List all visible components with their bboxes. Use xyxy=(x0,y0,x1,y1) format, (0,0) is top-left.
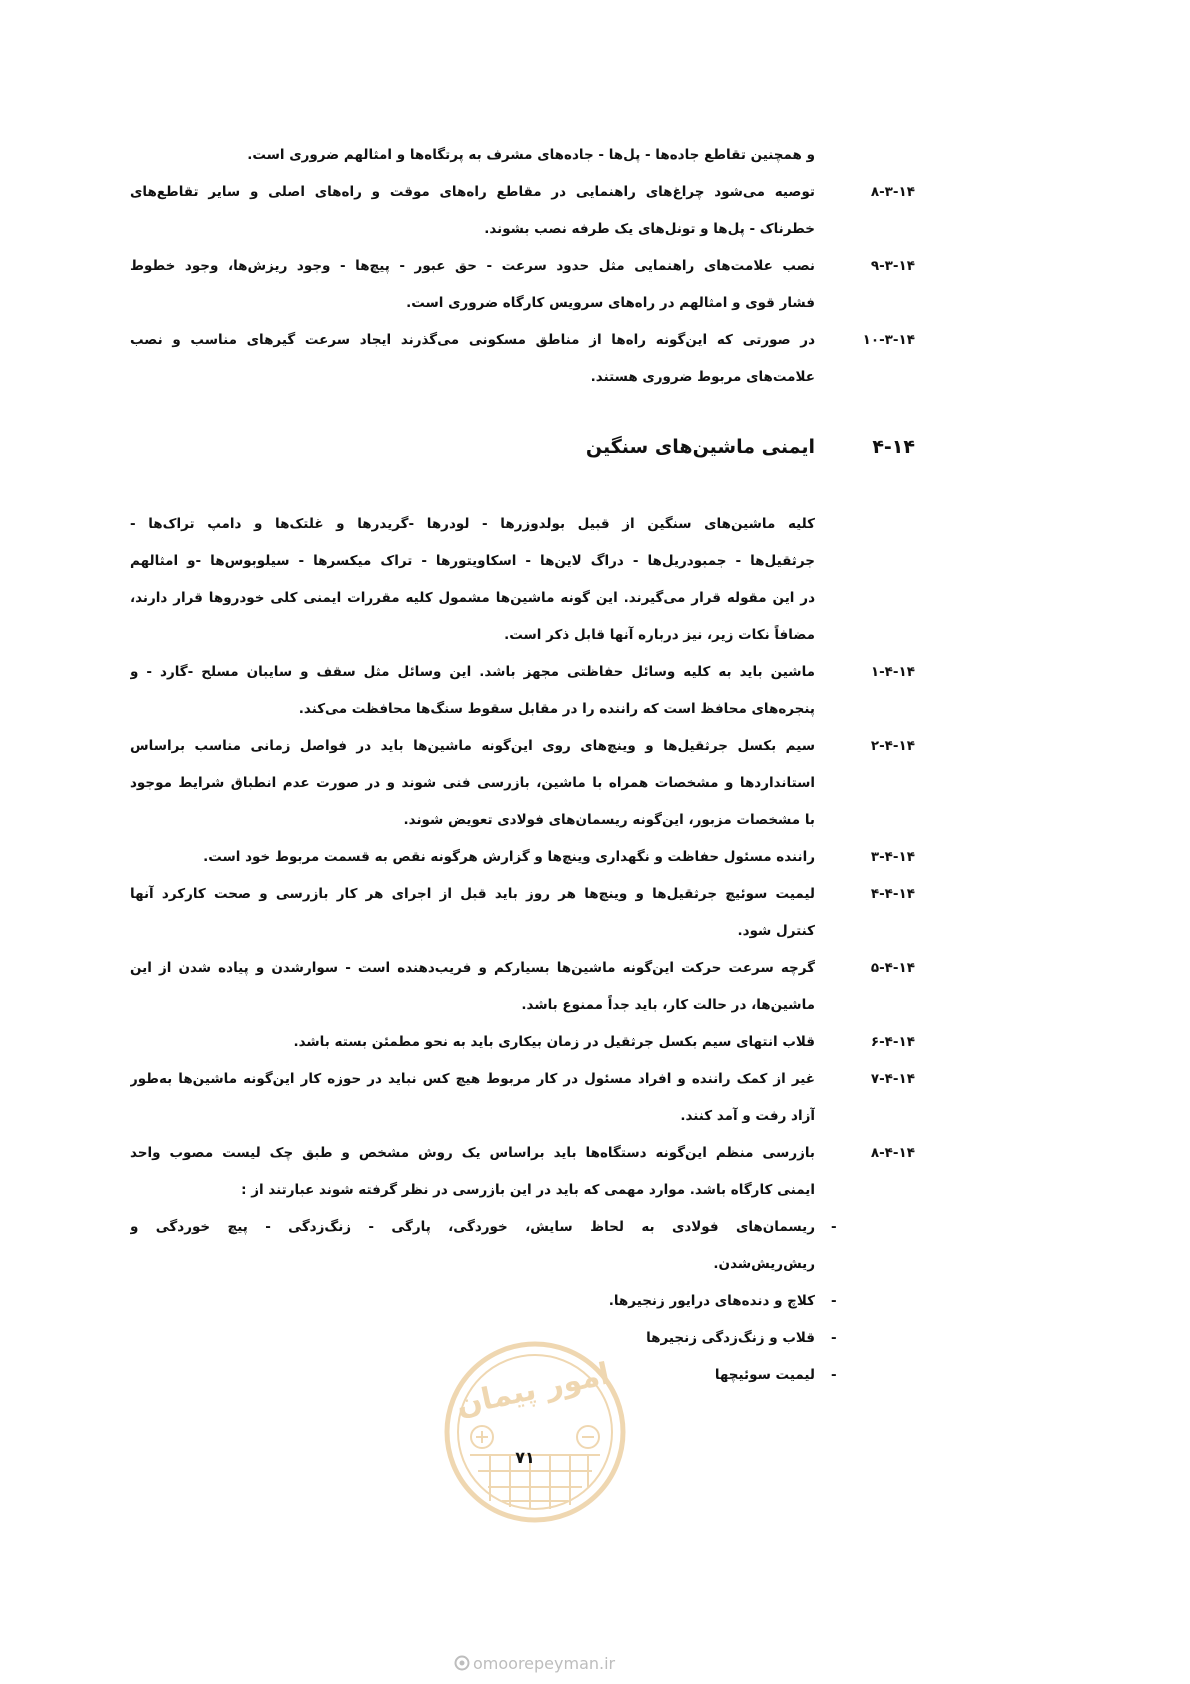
text-line: ماشین‌ها، در حالت کار، باید جداً ممنوع باشد. xyxy=(521,997,815,1013)
bullet-marker: - xyxy=(831,1330,837,1346)
section-title: ایمنی ماشین‌های سنگین xyxy=(585,436,815,458)
paragraph-text xyxy=(130,506,815,654)
paragraph-text xyxy=(130,137,815,174)
text-line: در این مقوله قرار می‌گیرند. این گونه ماشین‌ها مشمول کلیه مقررات ایمنی کلی خودروها قرار دارند، xyxy=(130,590,815,606)
paragraph-text xyxy=(130,728,815,839)
clause-number: ۲-۴-۱۴ xyxy=(870,738,915,754)
number-gutter xyxy=(815,137,915,174)
text-line: گرچه سرعت حرکت این‌گونه ماشین‌ها بسیارکم و فریب‌دهنده است - سوارشدن و پیاده شدن از این xyxy=(130,960,815,976)
number-gutter xyxy=(815,728,915,765)
number-gutter xyxy=(815,506,915,543)
clause-row xyxy=(130,876,915,950)
page-body xyxy=(130,137,915,1394)
number-gutter xyxy=(815,248,915,285)
text-line: راننده مسئول حفاظت و نگهداری وینچ‌ها و گزارش هرگونه نقص به قسمت مربوط خود است. xyxy=(203,849,815,865)
checklist-item xyxy=(130,1357,915,1394)
checklist-item xyxy=(130,1209,915,1283)
clause-number: ۴-۴-۱۴ xyxy=(870,886,915,902)
clause-number: ۸-۴-۱۴ xyxy=(870,1145,915,1161)
text-line: با مشخصات مزبور، این‌گونه ریسمان‌های فولادی تعویض شوند. xyxy=(403,812,815,828)
text-line: جرثقیل‌ها - جمبودریل‌ها - دراگ لاین‌ها - اسکاویتورها - تراک میکسرها - سیلوبوس‌ها -و امثالهم xyxy=(130,553,815,569)
text-line: لیمیت سوئیچ جرثقیل‌ها و وینچ‌ها هر روز باید قبل از اجرای هر کار بازرسی و صحت کارکرد آنها xyxy=(130,886,815,902)
number-gutter xyxy=(815,1320,915,1357)
clause-row xyxy=(130,728,915,839)
clause-number: ۵-۴-۱۴ xyxy=(870,960,915,976)
paragraph-text xyxy=(130,322,815,396)
paragraph-text xyxy=(130,1320,815,1357)
text-line: غیر از کمک راننده و افراد مسئول در کار مربوط هیچ کس نباید در حوزه کار این‌گونه ماشین‌ها به‌طور xyxy=(130,1071,815,1087)
text-line: فشار قوی و امثالهم در راه‌های سرویس کارگاه ضروری است. xyxy=(406,295,815,311)
text-line: خطرناک - پل‌ها و تونل‌های یک طرفه نصب بشوند. xyxy=(484,221,815,237)
clause-number: ۸-۳-۱۴ xyxy=(870,184,915,200)
bullet-marker: - xyxy=(831,1367,837,1383)
continuation-paragraph xyxy=(130,137,915,174)
number-gutter xyxy=(815,1061,915,1098)
number-gutter xyxy=(815,950,915,987)
paragraph-text xyxy=(130,1135,815,1209)
paragraph-text xyxy=(130,839,815,876)
text-line: در صورتی که این‌گونه راه‌ها از مناطق مسکونی می‌گذرند ایجاد سرعت گیرهای مناسب و نصب xyxy=(130,332,815,348)
text-line: کلاچ و دنده‌های درایور زنجیرها. xyxy=(608,1293,815,1309)
text-line: و همچنین تقاطع جاده‌ها - پل‌ها - جاده‌های مشرف به پرتگاه‌ها و امثالهم ضروری است. xyxy=(247,147,815,163)
text-line: قلاب انتهای سیم بکسل جرثقیل در زمان بیکاری باید به نحو مطمئن بسته باشد. xyxy=(293,1034,815,1050)
checklist-item xyxy=(130,1320,915,1357)
clause-row xyxy=(130,654,915,728)
footer-website: omoorepeyman.ir xyxy=(473,1653,616,1673)
text-line: ریسمان‌های فولادی به لحاظ سایش، خوردگی، پارگی - زنگ‌زدگی - پیچ خوردگی و xyxy=(130,1219,815,1235)
paragraph-text xyxy=(130,1024,815,1061)
paragraph-text xyxy=(130,1283,815,1320)
clause-row xyxy=(130,1135,915,1209)
paragraph-text xyxy=(130,174,815,248)
section-intro xyxy=(130,506,915,654)
page-number: ۷۱ xyxy=(515,1448,535,1467)
checklist-item xyxy=(130,1283,915,1320)
number-gutter xyxy=(815,654,915,691)
paragraph-text xyxy=(130,876,815,950)
clause-row xyxy=(130,322,915,396)
seal-lettering: امور پیمان xyxy=(453,1356,613,1424)
bullet-marker: - xyxy=(831,1293,837,1309)
clause-row xyxy=(130,1024,915,1061)
text-line: علامت‌های مربوط ضروری هستند. xyxy=(590,369,815,385)
number-gutter xyxy=(815,1135,915,1172)
number-gutter xyxy=(815,1209,915,1246)
number-gutter xyxy=(815,1024,915,1061)
text-line: ماشین باید به کلیه وسائل حفاظتی مجهز باشد. این وسائل مثل سقف و سایبان مسلح -گارد - و xyxy=(130,664,815,680)
clause-row xyxy=(130,839,915,876)
bullet-marker: - xyxy=(831,1219,837,1235)
paragraph-text xyxy=(130,1061,815,1135)
text-line: قلاب و زنگ‌زدگی زنجیرها xyxy=(646,1330,815,1346)
text-line: لیمیت سوئیچها xyxy=(714,1367,815,1383)
site-logo-icon xyxy=(454,1655,470,1671)
paragraph-text xyxy=(130,1209,815,1283)
number-gutter xyxy=(815,839,915,876)
clause-row xyxy=(130,950,915,1024)
clause-row xyxy=(130,1061,915,1135)
text-line: کنترل شود. xyxy=(737,923,815,939)
section-number-text: ۴-۱۴ xyxy=(872,436,915,458)
paragraph-text xyxy=(130,950,815,1024)
number-gutter xyxy=(815,174,915,211)
text-line: نصب علامت‌های راهنمایی مثل حدود سرعت - حق عبور - پیچ‌ها - وجود ریزش‌ها، وجود خطوط xyxy=(130,258,815,274)
text-line: استانداردها و مشخصات همراه با ماشین، بازرسی فنی شوند و در صورت عدم انطباق شرایط موجود xyxy=(130,775,815,791)
clause-number: ۶-۴-۱۴ xyxy=(870,1034,915,1050)
clause-number: ۱۰-۳-۱۴ xyxy=(862,332,915,348)
clause-number: ۳-۴-۱۴ xyxy=(870,849,915,865)
text-line: ریش‌ریش‌شدن. xyxy=(713,1256,815,1272)
number-gutter xyxy=(815,322,915,359)
clause-number: ۷-۴-۱۴ xyxy=(870,1071,915,1087)
text-line: پنجره‌های محافظ است که راننده را در مقابل سقوط سنگ‌ها محافظت می‌کند. xyxy=(298,701,815,717)
text-line: آزاد رفت و آمد کنند. xyxy=(680,1108,815,1124)
section-number xyxy=(815,429,915,466)
paragraph-text xyxy=(130,248,815,322)
number-gutter xyxy=(815,1357,915,1394)
text-line: کلیه ماشین‌های سنگین از قبیل بولدوزرها - لودرها -گریدرها و غلتک‌ها و دامپ تراک‌ها - xyxy=(130,516,815,532)
clause-number: ۱-۴-۱۴ xyxy=(870,664,915,680)
text-line: توصیه می‌شود چراغ‌های راهنمایی در مقاطع راه‌های موقت و راه‌های اصلی و سایر تقاطع‌های xyxy=(130,184,815,200)
clause-row xyxy=(130,248,915,322)
number-gutter xyxy=(815,876,915,913)
paragraph-text xyxy=(130,1357,815,1394)
footer-watermark xyxy=(454,1650,615,1676)
text-line: ایمنی کارگاه باشد. موارد مهمی که باید در این بازرسی در نظر گرفته شوند عبارتند از : xyxy=(241,1182,815,1198)
text-line: سیم بکسل جرثقیل‌ها و وینچ‌های روی این‌گونه ماشین‌ها باید در فواصل زمانی مناسب براساس xyxy=(130,738,815,754)
clause-row xyxy=(130,174,915,248)
text-line: بازرسی منظم این‌گونه دستگاه‌ها باید براساس یک روش مشخص و طبق چک لیست مصوب واحد xyxy=(130,1145,815,1161)
text-line: مضافاً نکات زیر، نیز درباره آنها قابل ذکر است. xyxy=(504,627,815,643)
number-gutter xyxy=(815,1283,915,1320)
paragraph-text xyxy=(130,654,815,728)
clause-number: ۹-۳-۱۴ xyxy=(870,258,915,274)
section-heading xyxy=(130,429,915,466)
